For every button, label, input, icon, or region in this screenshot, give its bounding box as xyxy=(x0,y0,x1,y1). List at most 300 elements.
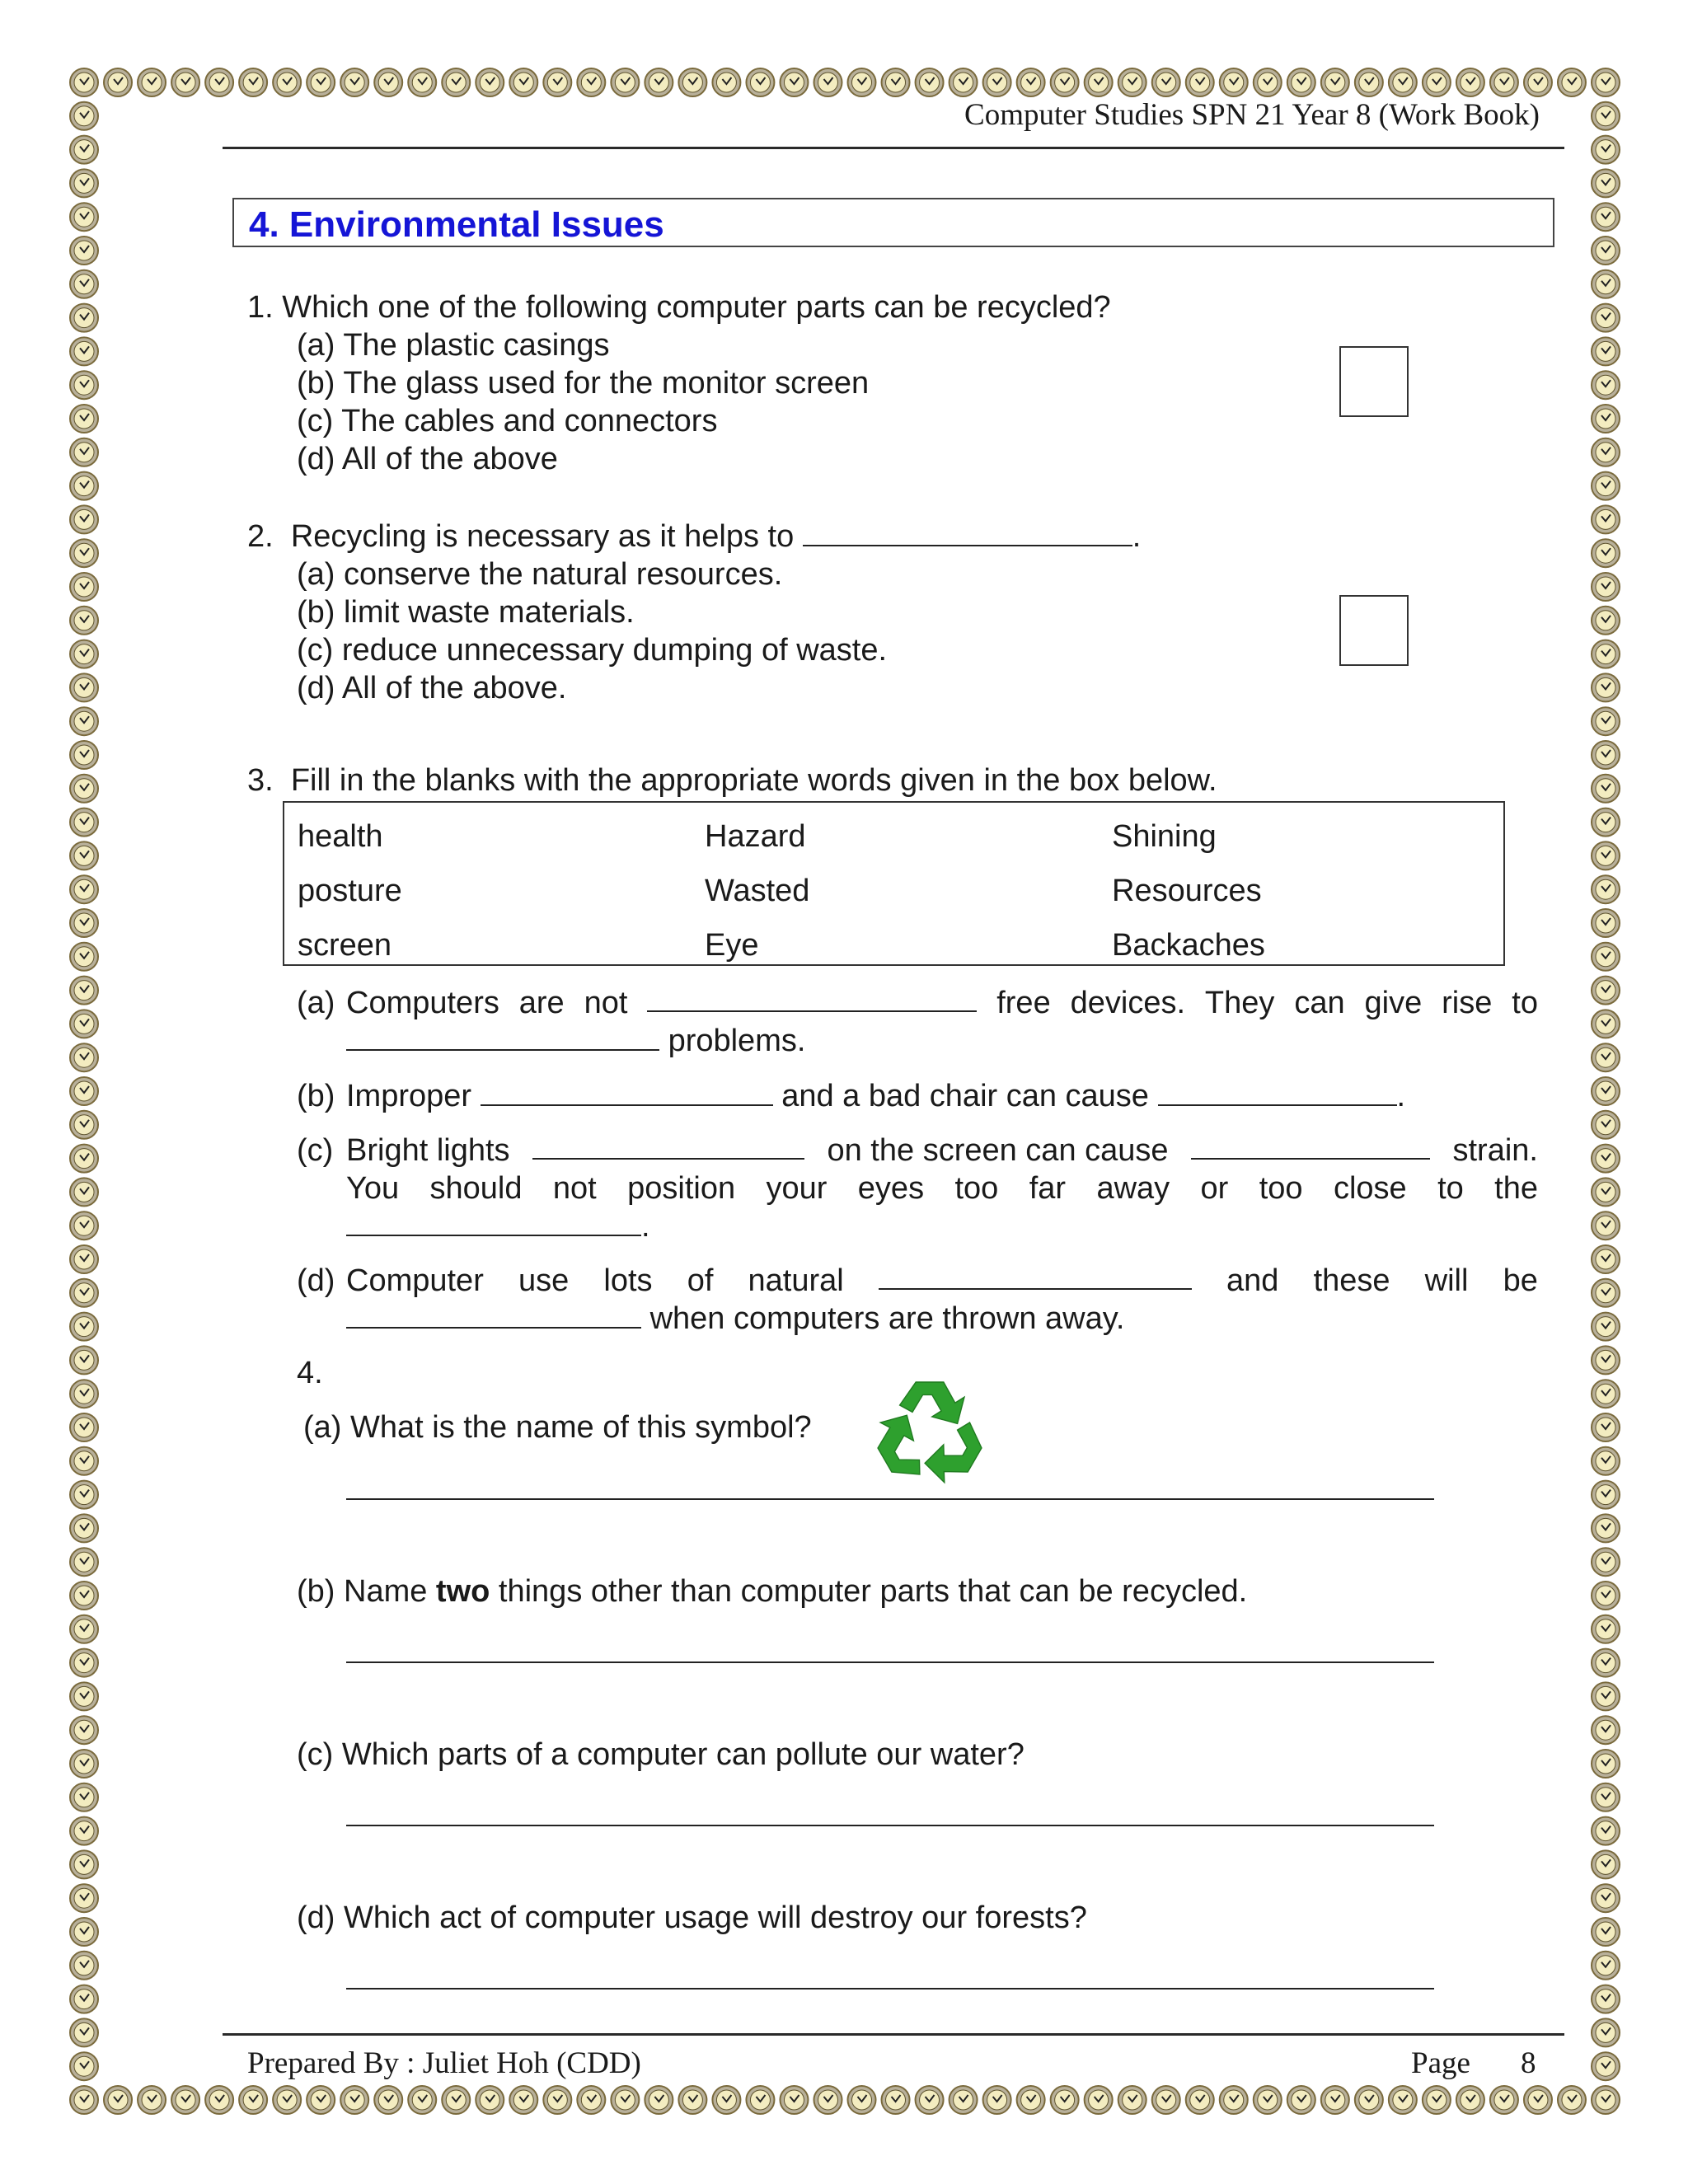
q3d-text: when computers are thrown away. xyxy=(649,1301,1125,1336)
footer-prepared-by: Prepared By : Juliet Hoh (CDD) xyxy=(247,2046,641,2080)
clock-icon xyxy=(70,909,98,937)
q3c-word: close xyxy=(1333,1171,1407,1206)
q3b-text: Improper xyxy=(346,1079,472,1113)
clock-icon xyxy=(1321,2086,1349,2114)
word-bank-item: screen xyxy=(298,928,392,963)
clock-icon xyxy=(1592,875,1620,903)
clock-icon xyxy=(1592,1750,1620,1778)
clock-icon xyxy=(70,1010,98,1038)
clock-icon xyxy=(1592,136,1620,164)
clock-icon xyxy=(1592,1145,1620,1173)
clock-icon xyxy=(1456,2086,1484,2114)
clock-icon xyxy=(1186,2086,1214,2114)
q4b-question xyxy=(297,1574,1247,1610)
clock-icon xyxy=(1592,1043,1620,1071)
clock-icon xyxy=(205,68,233,96)
clock-icon xyxy=(70,1918,98,1946)
q3-stem-text: Fill in the blanks with the appropriate words given in the box below. xyxy=(290,763,1217,798)
clock-icon xyxy=(70,1952,98,1980)
clock-icon xyxy=(1592,1346,1620,1374)
clock-icon xyxy=(1592,1985,1620,2013)
q2-blank[interactable] xyxy=(803,520,1132,546)
q2-option-d: (d) All of the above. xyxy=(297,671,567,705)
clock-icon xyxy=(307,2086,335,2114)
clock-icon xyxy=(138,68,166,96)
q4a-question: (a) What is the name of this symbol? xyxy=(303,1410,812,1445)
clock-icon xyxy=(70,1447,98,1475)
q2-answer-box[interactable] xyxy=(1339,595,1409,666)
q4d-answer-line[interactable] xyxy=(346,1988,1434,1990)
clock-icon xyxy=(1592,102,1620,130)
clock-icon xyxy=(70,573,98,601)
clock-icon xyxy=(70,169,98,197)
clock-icon xyxy=(70,1850,98,1878)
clock-icon xyxy=(1592,808,1620,837)
q1-option-c: (c) The cables and connectors xyxy=(297,404,718,438)
clock-icon xyxy=(1592,673,1620,701)
clock-icon xyxy=(171,2086,199,2114)
clock-icon xyxy=(374,2086,402,2114)
clock-icon xyxy=(916,68,944,96)
clock-icon xyxy=(239,2086,267,2114)
clock-icon xyxy=(171,68,199,96)
q2-number: 2. xyxy=(247,519,274,554)
clock-icon xyxy=(70,371,98,399)
q4c-question: (c) Which parts of a computer can pollute our water? xyxy=(297,1737,1025,1772)
clock-icon xyxy=(848,68,876,96)
clock-icon xyxy=(1592,1178,1620,1206)
clock-icon xyxy=(916,2086,944,2114)
q3c-word: to xyxy=(1437,1171,1464,1206)
q3c-word: away xyxy=(1096,1171,1170,1206)
clock-icon xyxy=(1592,1918,1620,1946)
word-bank-item: Wasted xyxy=(705,874,810,908)
q1-answer-box[interactable] xyxy=(1339,346,1409,417)
clock-icon xyxy=(307,68,335,96)
clock-icon xyxy=(70,438,98,466)
clock-icon xyxy=(374,68,402,96)
q3c-word: You xyxy=(346,1171,400,1206)
section-heading-box xyxy=(232,198,1554,247)
q3c-text: strain. xyxy=(1452,1133,1538,1168)
clock-icon xyxy=(70,1649,98,1677)
q3c-line3 xyxy=(346,1209,650,1244)
clock-icon xyxy=(1592,1716,1620,1744)
clock-icon xyxy=(1254,2086,1282,2114)
clock-icon xyxy=(1524,2086,1552,2114)
clock-icon xyxy=(1592,1582,1620,1610)
q3c-word: not xyxy=(552,1171,597,1206)
clock-icon xyxy=(1355,2086,1383,2114)
footer-rule xyxy=(223,2033,1564,2036)
clock-icon xyxy=(70,1178,98,1206)
clock-icon xyxy=(1592,1952,1620,1980)
clock-icon xyxy=(882,2086,910,2114)
clock-icon xyxy=(1592,1649,1620,1677)
q2-option-c: (c) reduce unnecessary dumping of waste. xyxy=(297,633,888,668)
word-bank-item: Eye xyxy=(705,928,759,963)
clock-icon xyxy=(70,68,98,96)
clock-icon xyxy=(712,2086,740,2114)
clock-icon xyxy=(1423,68,1451,96)
clock-icon xyxy=(1592,1212,1620,1240)
clock-icon xyxy=(1592,1077,1620,1105)
clock-icon xyxy=(70,1077,98,1105)
q3a-word: devices. xyxy=(1070,986,1186,1020)
clock-icon xyxy=(950,2086,978,2114)
q3c-word: far xyxy=(1029,1171,1067,1206)
q3a-word: rise xyxy=(1442,986,1493,1020)
clock-icon xyxy=(70,1985,98,2013)
q3c-blank-2[interactable] xyxy=(1191,1133,1430,1160)
clock-icon xyxy=(1592,775,1620,803)
clock-icon xyxy=(70,841,98,869)
clock-icon xyxy=(1592,371,1620,399)
q3a-word: are xyxy=(518,986,565,1020)
clock-icon xyxy=(1287,68,1315,96)
q3d-word: of xyxy=(687,1263,714,1298)
q3b-blank-2[interactable] xyxy=(1158,1080,1397,1106)
q3d-line1 xyxy=(346,1263,1538,1299)
clock-icon xyxy=(70,1615,98,1643)
clock-icon xyxy=(70,539,98,567)
clock-icon xyxy=(1592,1548,1620,1576)
clock-icon xyxy=(70,102,98,130)
q3a-line2 xyxy=(346,1024,805,1059)
clock-icon xyxy=(780,68,808,96)
clock-icon xyxy=(1592,741,1620,769)
q3a-blank-2[interactable] xyxy=(346,1024,659,1051)
clock-icon xyxy=(408,68,436,96)
q3a-word: give xyxy=(1364,986,1423,1020)
clock-icon xyxy=(1389,2086,1417,2114)
clock-icon xyxy=(1118,2086,1146,2114)
clock-icon xyxy=(1592,237,1620,265)
clock-icon xyxy=(70,337,98,365)
clock-icon xyxy=(70,707,98,735)
footer-page-label: Page xyxy=(1411,2046,1470,2080)
q3d-word: natural xyxy=(748,1263,844,1298)
q2-stem xyxy=(247,519,1141,555)
q1-option-b: (b) The glass used for the monitor screen xyxy=(297,366,870,401)
clock-icon xyxy=(340,68,368,96)
clock-icon xyxy=(1592,607,1620,635)
q3c-end: . xyxy=(641,1209,650,1244)
clock-icon xyxy=(1118,68,1146,96)
q3d-label: (d) xyxy=(297,1263,335,1298)
clock-icon xyxy=(1592,304,1620,332)
clock-icon xyxy=(1592,1447,1620,1475)
clock-icon xyxy=(1592,2018,1620,2046)
q3c-line1 xyxy=(346,1133,1538,1169)
q4b-pre: (b) Name xyxy=(297,1574,436,1609)
clock-icon xyxy=(273,2086,301,2114)
clock-icon xyxy=(712,68,740,96)
q3c-word: your xyxy=(766,1171,828,1206)
clock-icon xyxy=(1592,1783,1620,1811)
clock-icon xyxy=(70,1817,98,1845)
clock-icon xyxy=(1592,438,1620,466)
q3b-blank-1[interactable] xyxy=(481,1080,773,1106)
clock-icon xyxy=(814,2086,842,2114)
clock-icon xyxy=(509,2086,537,2114)
clock-icon xyxy=(70,1145,98,1173)
q3a-word: Computers xyxy=(346,986,499,1020)
clock-icon xyxy=(1592,1313,1620,1341)
clock-icon xyxy=(70,977,98,1005)
q3d-word: be xyxy=(1503,1263,1538,1298)
q3c-line2 xyxy=(346,1171,1538,1207)
clock-icon xyxy=(1592,68,1620,96)
clock-icon xyxy=(1017,2086,1045,2114)
q1-stem: 1. Which one of the following computer parts can be recycled? xyxy=(247,290,1111,325)
word-bank-item: health xyxy=(298,819,383,854)
clock-icon xyxy=(70,1481,98,1509)
clock-icon xyxy=(70,607,98,635)
clock-icon xyxy=(70,1582,98,1610)
q1-option-a: (a) The plastic casings xyxy=(297,328,610,363)
q3a-label: (a) xyxy=(297,986,335,1020)
clock-icon xyxy=(70,1750,98,1778)
clock-icon xyxy=(1220,68,1248,96)
clock-icon xyxy=(70,237,98,265)
clock-icon xyxy=(70,808,98,837)
clock-icon xyxy=(70,1716,98,1744)
q3d-word: and xyxy=(1226,1263,1279,1298)
q3a-blank-1[interactable] xyxy=(647,986,977,1012)
clock-icon xyxy=(509,68,537,96)
clock-icon xyxy=(983,68,1011,96)
word-bank-item: posture xyxy=(298,874,402,908)
q3-stem xyxy=(247,763,1217,799)
clock-icon xyxy=(1085,68,1113,96)
clock-icon xyxy=(1592,2086,1620,2114)
clock-icon xyxy=(746,68,774,96)
clock-icon xyxy=(239,68,267,96)
clock-icon xyxy=(1592,1380,1620,1408)
clock-icon xyxy=(1152,2086,1180,2114)
clock-icon xyxy=(442,68,470,96)
recycle-icon xyxy=(872,1371,987,1486)
q3d-blank-1[interactable] xyxy=(879,1263,1192,1290)
clock-icon xyxy=(678,2086,706,2114)
clock-icon xyxy=(577,2086,605,2114)
clock-icon xyxy=(104,68,132,96)
clock-icon xyxy=(1592,505,1620,533)
clock-icon xyxy=(1287,2086,1315,2114)
q3a-word: to xyxy=(1512,986,1538,1020)
q3a-word: problems. xyxy=(668,1024,806,1058)
clock-icon xyxy=(1592,337,1620,365)
clock-icon xyxy=(1152,68,1180,96)
clock-icon xyxy=(70,270,98,298)
clock-icon xyxy=(1524,68,1552,96)
clock-icon xyxy=(408,2086,436,2114)
clock-icon xyxy=(476,68,504,96)
q3c-word: or xyxy=(1200,1171,1229,1206)
q3a-word: free xyxy=(996,986,1051,1020)
clock-icon xyxy=(70,1380,98,1408)
clock-icon xyxy=(780,2086,808,2114)
clock-icon xyxy=(814,68,842,96)
q4d-question: (d) Which act of computer usage will destroy our forests? xyxy=(297,1900,1087,1935)
clock-icon xyxy=(1355,68,1383,96)
q3a-word: not xyxy=(584,986,628,1020)
q3d-word: lots xyxy=(603,1263,653,1298)
clock-icon xyxy=(1592,707,1620,735)
clock-icon xyxy=(70,505,98,533)
q3d-blank-2[interactable] xyxy=(346,1302,641,1329)
clock-icon xyxy=(1592,2052,1620,2080)
q2-option-b: (b) limit waste materials. xyxy=(297,595,635,630)
clock-icon xyxy=(1490,2086,1518,2114)
q3a-word: can xyxy=(1294,986,1345,1020)
q3d-word: these xyxy=(1313,1263,1390,1298)
clock-icon xyxy=(70,1884,98,1912)
q3d-word: use xyxy=(518,1263,570,1298)
clock-icon xyxy=(70,2018,98,2046)
clock-icon xyxy=(611,68,639,96)
q4b-post: things other than computer parts that can be recycled. xyxy=(490,1574,1248,1609)
clock-icon xyxy=(273,68,301,96)
clock-icon xyxy=(543,2086,571,2114)
word-bank-item: Backaches xyxy=(1112,928,1265,963)
q3b-text: and a bad chair can cause xyxy=(781,1079,1149,1113)
clock-icon xyxy=(1389,68,1417,96)
q3b-line xyxy=(346,1079,1405,1114)
clock-icon xyxy=(983,2086,1011,2114)
clock-icon xyxy=(1085,2086,1113,2114)
word-bank-item: Shining xyxy=(1112,819,1217,854)
header-title: Computer Studies SPN 21 Year 8 (Work Book) xyxy=(964,98,1540,132)
clock-icon xyxy=(543,68,571,96)
clock-icon xyxy=(70,1043,98,1071)
clock-icon xyxy=(1592,977,1620,1005)
q1-option-d: (d) All of the above xyxy=(297,442,558,476)
clock-icon xyxy=(1592,573,1620,601)
clock-icon xyxy=(70,1413,98,1441)
clock-icon xyxy=(1592,1514,1620,1542)
clock-icon xyxy=(1592,539,1620,567)
clock-icon xyxy=(70,1514,98,1542)
clock-icon xyxy=(1592,1817,1620,1845)
q3c-text: on the screen can cause xyxy=(827,1133,1169,1168)
footer-page-number: 8 xyxy=(1521,2046,1536,2080)
clock-icon xyxy=(1592,270,1620,298)
clock-icon xyxy=(1051,2086,1079,2114)
clock-icon xyxy=(104,2086,132,2114)
clock-icon xyxy=(70,405,98,433)
clock-icon xyxy=(1017,68,1045,96)
q3c-text: Bright lights xyxy=(346,1133,510,1168)
clock-icon xyxy=(746,2086,774,2114)
clock-icon xyxy=(1592,1615,1620,1643)
clock-icon xyxy=(1490,68,1518,96)
clock-icon xyxy=(1423,2086,1451,2114)
clock-icon xyxy=(1592,472,1620,500)
clock-icon xyxy=(70,1212,98,1240)
clock-icon xyxy=(1592,640,1620,668)
clock-icon xyxy=(1592,405,1620,433)
q4-number: 4. xyxy=(297,1356,323,1390)
clock-icon xyxy=(950,68,978,96)
clock-icon xyxy=(1254,68,1282,96)
clock-icon xyxy=(1592,841,1620,869)
clock-icon xyxy=(1592,943,1620,971)
clock-icon xyxy=(1220,2086,1248,2114)
clock-icon xyxy=(1186,68,1214,96)
clock-icon xyxy=(70,673,98,701)
clock-icon xyxy=(70,943,98,971)
q3c-blank-1[interactable] xyxy=(532,1133,804,1160)
clock-icon xyxy=(1592,1884,1620,1912)
clock-icon xyxy=(1592,1245,1620,1273)
q3b-end: . xyxy=(1396,1079,1406,1113)
q3a-word: They xyxy=(1204,986,1275,1020)
q4b-answer-line[interactable] xyxy=(346,1661,1434,1663)
clock-icon xyxy=(70,2086,98,2114)
clock-icon xyxy=(70,775,98,803)
clock-icon xyxy=(138,2086,166,2114)
clock-icon xyxy=(70,203,98,231)
clock-icon xyxy=(678,68,706,96)
q3d-word: will xyxy=(1424,1263,1469,1298)
clock-icon xyxy=(70,1245,98,1273)
clock-icon xyxy=(1051,68,1079,96)
clock-icon xyxy=(205,2086,233,2114)
clock-icon xyxy=(70,2052,98,2080)
clock-icon xyxy=(1321,68,1349,96)
clock-icon xyxy=(476,2086,504,2114)
clock-icon xyxy=(70,741,98,769)
clock-icon xyxy=(1592,1682,1620,1710)
q3d-line2 xyxy=(346,1301,1124,1337)
clock-icon xyxy=(70,1346,98,1374)
q3-number: 3. xyxy=(247,763,274,798)
clock-icon xyxy=(645,68,673,96)
clock-icon xyxy=(70,1682,98,1710)
clock-icon xyxy=(1456,68,1484,96)
q4b-bold: two xyxy=(435,1574,490,1609)
q3d-word: Computer xyxy=(346,1263,484,1298)
clock-icon xyxy=(1592,1279,1620,1307)
clock-icon xyxy=(1592,1850,1620,1878)
q3c-word: eyes xyxy=(857,1171,925,1206)
q3c-label: (c) xyxy=(297,1133,334,1168)
word-bank-item: Hazard xyxy=(705,819,806,854)
q3b-label: (b) xyxy=(297,1079,335,1113)
clock-icon xyxy=(70,472,98,500)
clock-icon xyxy=(70,1279,98,1307)
clock-icon xyxy=(340,2086,368,2114)
clock-icon xyxy=(577,68,605,96)
q3c-word: the xyxy=(1494,1171,1538,1206)
clock-icon xyxy=(442,2086,470,2114)
q3c-word: too xyxy=(1259,1171,1303,1206)
header-rule xyxy=(223,147,1564,149)
clock-icon xyxy=(882,68,910,96)
clock-icon xyxy=(1592,1111,1620,1139)
q4c-answer-line[interactable] xyxy=(346,1825,1434,1826)
q3c-blank-3[interactable] xyxy=(346,1210,641,1236)
q2-stem-text: Recycling is necessary as it helps to xyxy=(290,519,795,554)
clock-icon xyxy=(70,136,98,164)
clock-icon xyxy=(1592,203,1620,231)
section-title: 4. Environmental Issues xyxy=(249,204,664,245)
q3c-word: should xyxy=(429,1171,523,1206)
clock-icon xyxy=(1592,1413,1620,1441)
q4a-answer-line[interactable] xyxy=(346,1498,1434,1500)
